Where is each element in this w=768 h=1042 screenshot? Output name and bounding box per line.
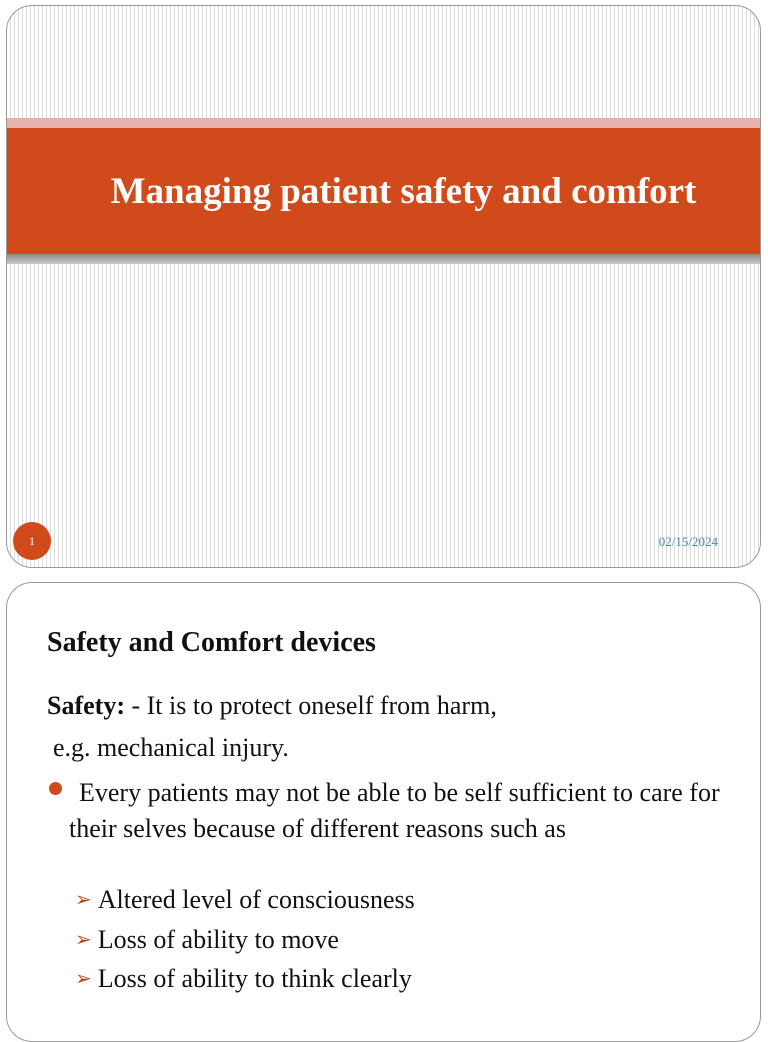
definition-text: - It is to protect oneself from harm, (124, 691, 497, 720)
slide-2 (6, 582, 761, 1042)
sub-item (75, 885, 415, 915)
title-band (7, 128, 760, 254)
title-band-shadow (7, 254, 760, 264)
section-heading: Safety and Comfort devices (47, 627, 376, 658)
sub-item-label: Altered level of consciousness (97, 885, 415, 914)
sub-item-label: Loss of ability to move (97, 925, 339, 954)
slide-number-badge: 1 (13, 522, 51, 560)
definition-label: Safety: (47, 691, 125, 720)
title-band-highlight (7, 118, 760, 128)
slide-1 (6, 5, 761, 568)
slide-date: 02/15/2024 (658, 534, 718, 549)
sub-item (75, 925, 339, 955)
bullet-text: Every patients may not be able to be self sufficient to care for their selves because of different reasons such as (69, 778, 720, 843)
bullet-dot-icon (49, 782, 62, 795)
arrow-bullet-icon: ➢ (75, 929, 92, 951)
slide-title: Managing patient safety and comfort (110, 170, 697, 212)
arrow-bullet-icon: ➢ (75, 889, 92, 911)
arrow-bullet-icon: ➢ (75, 968, 92, 990)
sub-item-label: Loss of ability to think clearly (97, 964, 412, 993)
example-line: e.g. mechanical injury. (53, 733, 289, 762)
sub-item (75, 964, 412, 994)
definition-line (47, 691, 497, 721)
